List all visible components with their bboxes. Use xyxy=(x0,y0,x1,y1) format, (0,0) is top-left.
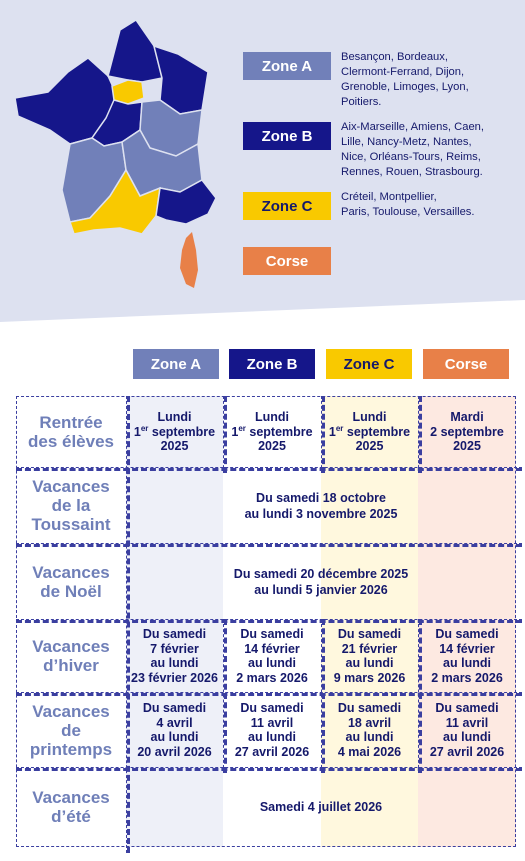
row-label-line: de Noël xyxy=(40,581,102,601)
city-line: Grenoble, Limoges, Lyon, xyxy=(341,81,469,93)
france-zones-map xyxy=(10,20,220,300)
legend-corse-label: Corse xyxy=(265,252,309,270)
cell-line: 2025 xyxy=(258,439,286,454)
row-label-line: des élèves xyxy=(27,432,114,451)
cell-hiver-zone-a xyxy=(126,620,223,692)
legend-zone-c-label: Zone C xyxy=(261,197,313,215)
cell-line: au lundi 5 janvier 2026 xyxy=(254,582,388,597)
cell-line: 23 février 2026 xyxy=(131,670,218,685)
row-label-line: de la xyxy=(51,496,91,515)
cell-line: Du samedi xyxy=(435,701,499,715)
cell-line: Du samedi xyxy=(240,627,304,641)
cell-hiver-zone-b xyxy=(223,620,321,692)
cell-line: Samedi 4 juillet 2026 xyxy=(259,800,383,814)
cell-line: au lundi xyxy=(443,730,491,744)
cell-line: 11 avril xyxy=(250,715,294,730)
city-line: Créteil, Montpellier, xyxy=(341,191,437,203)
cell-line: Mardi xyxy=(450,410,484,425)
cell-line: Du samedi xyxy=(240,701,304,715)
cell-line: Du samedi xyxy=(142,701,207,715)
cell-ete-all-zones xyxy=(126,768,516,846)
legend-zone-a-label: Zone A xyxy=(261,57,313,75)
cell-line: 1er septembre xyxy=(328,423,411,439)
row-label-line: Vacances xyxy=(32,637,110,656)
cell-line: 1er septembre xyxy=(231,423,313,439)
cell-printemps-corse xyxy=(418,693,516,767)
row-label-line: d’été xyxy=(51,807,91,826)
cell-rentree-corse xyxy=(418,397,516,467)
header-zone-b-label: Zone B xyxy=(246,355,298,373)
header-zone-c xyxy=(326,349,412,379)
cell-line: 2 mars 2026 xyxy=(236,670,308,685)
cell-hiver-corse xyxy=(418,620,516,692)
header-zone-a xyxy=(133,349,219,379)
cell-line: Du samedi 20 décembre 2025 xyxy=(233,566,409,581)
city-line: Aix-Marseille, Amiens, Caen, xyxy=(341,121,485,133)
cell-line: 1er septembre xyxy=(133,423,216,439)
city-line: Clermont-Ferrand, Dijon, xyxy=(341,66,465,78)
legend-zone-a-cities xyxy=(341,50,516,110)
legend-zone-b-tag xyxy=(243,122,331,150)
city-line: Nice, Orléans-Tours, Reims, xyxy=(341,151,481,163)
header-zone-c-label: Zone C xyxy=(343,355,395,373)
cell-printemps-zone-c xyxy=(321,693,418,767)
cell-line: 4 mai 2026 xyxy=(337,744,402,759)
row-label-line: d’hiver xyxy=(43,656,99,675)
cell-line: 4 avril xyxy=(156,715,193,730)
row-label-line: Vacances xyxy=(32,788,110,807)
cell-line: Du samedi xyxy=(337,627,402,641)
cell-rentree-zone-c xyxy=(321,397,418,467)
row-label-line: Vacances xyxy=(32,562,110,582)
row-label-line: Rentrée xyxy=(39,413,103,432)
map-region-corse xyxy=(180,232,198,288)
cell-line: 20 avril 2026 xyxy=(137,744,212,759)
row-label-hiver xyxy=(17,620,125,692)
cell-line: 2 mars 2026 xyxy=(431,670,503,685)
cell-line: 27 avril 2026 xyxy=(429,744,505,759)
city-line: Paris, Toulouse, Versailles. xyxy=(341,206,475,218)
cell-line: au lundi xyxy=(443,656,491,670)
cell-line: Lundi xyxy=(157,410,192,425)
header-corse-label: Corse xyxy=(444,355,488,373)
legend-corse-tag xyxy=(243,247,331,275)
row-label-line: Vacances xyxy=(32,477,110,496)
header-corse xyxy=(423,349,509,379)
cell-line: Du samedi xyxy=(435,627,499,641)
cell-line: au lundi xyxy=(345,656,394,670)
cell-line: 2025 xyxy=(355,439,384,454)
cell-noel-all-zones xyxy=(126,544,516,619)
cell-line: 2025 xyxy=(160,439,189,454)
city-line: Rennes, Rouen, Strasbourg. xyxy=(341,166,483,178)
cell-line: Du samedi xyxy=(142,627,207,641)
cell-line: au lundi xyxy=(150,656,199,670)
cell-line: Lundi xyxy=(254,410,289,425)
cell-line: 21 février xyxy=(341,641,398,656)
cell-line: au lundi xyxy=(248,656,296,670)
row-label-noel xyxy=(17,544,125,619)
cell-line: au lundi xyxy=(248,730,296,744)
cell-line: 9 mars 2026 xyxy=(333,670,406,685)
city-line: Lille, Nancy-Metz, Nantes, xyxy=(341,136,472,148)
cell-hiver-zone-c xyxy=(321,620,418,692)
legend-zone-b-label: Zone B xyxy=(261,127,313,145)
cell-printemps-zone-b xyxy=(223,693,321,767)
cell-rentree-zone-b xyxy=(223,397,321,467)
cell-line: 18 avril xyxy=(347,715,392,730)
cell-line: au lundi 3 novembre 2025 xyxy=(244,506,398,521)
row-label-rentree xyxy=(17,397,125,467)
legend-zone-b-cities xyxy=(341,120,516,180)
legend-zone-c-tag xyxy=(243,192,331,220)
cell-line: Lundi xyxy=(352,410,387,425)
cell-line: au lundi xyxy=(345,730,394,744)
cell-line: au lundi xyxy=(150,730,199,744)
cell-printemps-zone-a xyxy=(126,693,223,767)
cell-line: Du samedi xyxy=(337,701,402,715)
city-line: Besançon, Bordeaux, xyxy=(341,51,448,63)
cell-line: 14 février xyxy=(244,641,300,656)
cell-line: 14 février xyxy=(439,641,495,656)
cell-toussaint-all-zones xyxy=(126,468,516,543)
legend-zone-c-cities xyxy=(341,190,516,220)
row-label-line: printemps xyxy=(29,739,113,759)
city-line: Poitiers. xyxy=(341,96,382,108)
cell-line: Du samedi 18 octobre xyxy=(256,490,386,505)
row-label-toussaint xyxy=(17,468,125,543)
cell-rentree-zone-a xyxy=(126,397,223,467)
map-region-zone-b-north xyxy=(108,20,162,82)
cell-line: 2025 xyxy=(453,439,481,454)
legend-zone-a-tag xyxy=(243,52,331,80)
row-label-ete xyxy=(17,768,125,846)
cell-line: 11 avril xyxy=(445,715,489,730)
header-zone-a-label: Zone A xyxy=(150,355,202,373)
row-label-line: Vacances xyxy=(32,701,110,721)
row-label-line: de xyxy=(61,720,81,740)
cell-line: 2 septembre xyxy=(430,424,504,439)
cell-line: 7 février xyxy=(150,641,199,656)
row-label-printemps xyxy=(17,693,125,767)
row-label-line: Toussaint xyxy=(31,515,111,534)
cell-line: 27 avril 2026 xyxy=(234,744,310,759)
header-zone-b xyxy=(229,349,315,379)
